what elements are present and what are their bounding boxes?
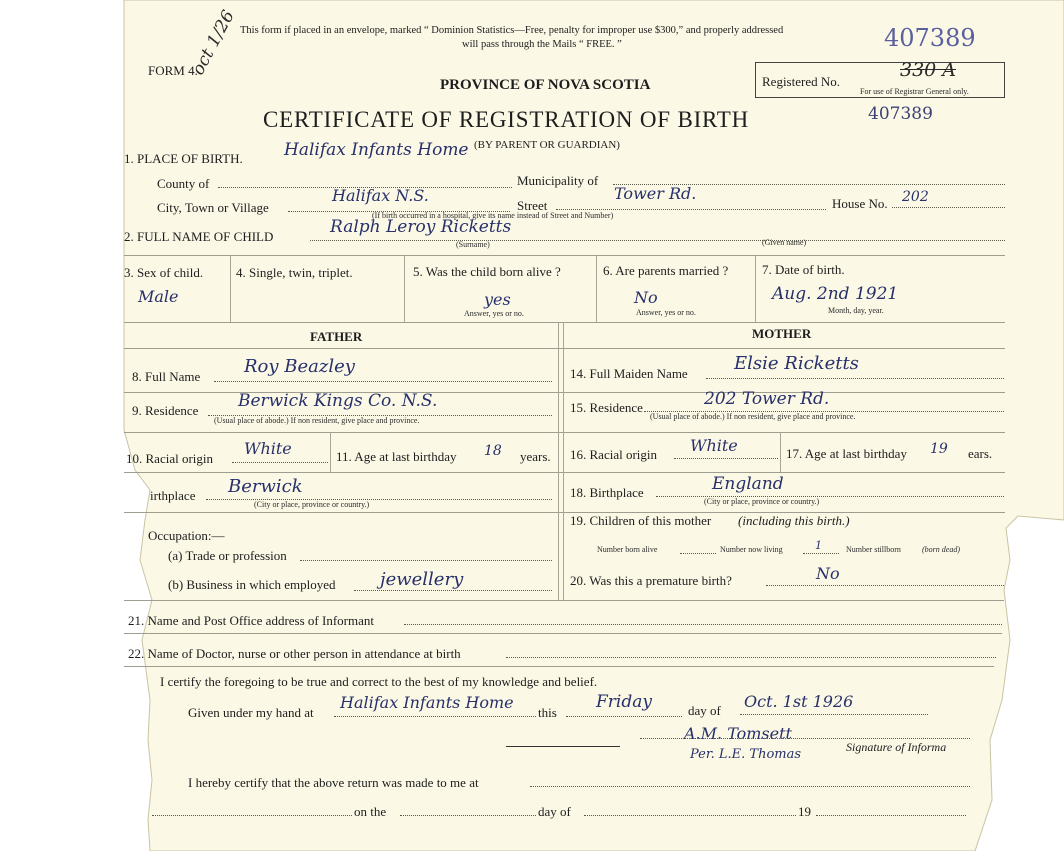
given-place-value: Halifax Infants Home — [340, 693, 514, 712]
father-racial-value: White — [244, 439, 292, 458]
father-name-label: 8. Full Name — [132, 369, 201, 384]
occupation-label: Occupation:— — [148, 528, 225, 543]
given-place-line — [334, 716, 536, 717]
row-divider — [124, 633, 1002, 634]
row-divider — [124, 600, 1004, 601]
signature-value: A.M. Tomsett — [684, 724, 792, 743]
date-of-birth-note: Month, day, year. — [828, 306, 884, 315]
county-label: County of — [157, 176, 210, 191]
municipality-label: Municipality of — [517, 173, 599, 188]
father-birthplace-value: Berwick — [228, 476, 303, 497]
given-under-label: Given under my hand at — [188, 705, 314, 720]
signature-label: Signature of Informa — [846, 740, 947, 754]
surname-note: (Surname) — [456, 240, 490, 249]
sex-label: 3. Sex of child. — [124, 265, 204, 280]
children-label: 19. Children of this mother — [570, 513, 712, 528]
column-divider — [780, 432, 781, 472]
date-of-birth-value: Aug. 2nd 1921 — [772, 284, 899, 304]
certify-statement: I certify the foregoing to be true and correct to the best of my knowledge and belief. — [160, 674, 598, 689]
signature-sub-value: Per. L.E. Thomas — [690, 747, 802, 762]
registrar-day-line — [584, 815, 796, 816]
column-divider — [330, 432, 331, 472]
born-alive-count-label: Number born alive — [597, 545, 658, 554]
mother-name-value: Elsie Ricketts — [734, 353, 859, 374]
mother-birthplace-label: 18. Birthplace — [570, 485, 644, 500]
row-divider — [124, 348, 1005, 349]
child-name-line — [310, 240, 1005, 241]
day-of-label: day of — [688, 703, 721, 718]
mother-racial-value: White — [690, 436, 738, 455]
father-residence-value: Berwick Kings Co. N.S. — [238, 391, 438, 411]
street-line — [556, 209, 826, 210]
father-birthplace-note: (City or place, province or country.) — [254, 500, 370, 509]
premature-label: 20. Was this a premature birth? — [570, 573, 732, 588]
title-number: 407389 — [868, 104, 933, 124]
year-prefix: 19 — [798, 804, 811, 819]
this-label: this — [538, 705, 557, 720]
date-value: Oct. 1st 1926 — [744, 692, 854, 711]
stillborn-note: (born dead) — [922, 545, 960, 554]
doctor-line — [506, 657, 996, 658]
place-of-birth-value: Halifax Infants Home — [284, 140, 469, 160]
row-divider — [124, 255, 1005, 256]
born-alive-value: yes — [484, 290, 511, 309]
business-line — [354, 590, 552, 591]
premature-line — [766, 585, 1004, 586]
parents-married-value: No — [634, 288, 658, 307]
mail-notice-line2: will pass through the Mails “ FREE. ” — [462, 39, 622, 50]
mail-notice-line1: This form if placed in an envelope, marked “ Dominion Statistics—Free, penalty for improper use $300,” and properly addressed — [240, 25, 784, 36]
father-racial-label: 10. Racial origin — [126, 451, 214, 466]
father-name-value: Roy Beazley — [244, 356, 355, 377]
born-alive-label: 5. Was the child born alive ? — [413, 264, 561, 279]
now-living-line — [803, 553, 839, 554]
column-divider — [755, 255, 756, 322]
house-line — [892, 207, 1005, 208]
mother-heading: MOTHER — [752, 326, 812, 341]
mother-racial-label: 16. Racial origin — [570, 447, 658, 462]
column-divider — [563, 322, 564, 600]
column-divider — [404, 255, 405, 322]
registrar-line — [530, 786, 970, 787]
father-age-label: 11. Age at last birthday — [336, 449, 457, 464]
mother-age-suffix: ears. — [968, 446, 993, 461]
on-the-leading-line — [152, 815, 352, 816]
mother-racial-line — [674, 458, 778, 459]
now-living-value: 1 — [815, 539, 822, 552]
column-divider — [596, 255, 597, 322]
registered-number-label: Registered No. — [762, 74, 840, 89]
father-birthplace-label: irthplace — [150, 488, 196, 503]
trade-label: (a) Trade or profession — [168, 548, 287, 563]
signature-rule — [506, 746, 620, 747]
mother-age-label: 17. Age at last birthday — [786, 446, 907, 461]
children-italic-note: (including this birth.) — [738, 513, 850, 528]
row-divider — [124, 322, 1005, 323]
row-divider — [124, 472, 1005, 473]
stillborn-label: Number stillborn — [846, 545, 901, 554]
mother-name-label: 14. Full Maiden Name — [570, 366, 688, 381]
business-value: jewellery — [380, 569, 464, 590]
parents-married-note: Answer, yes or no. — [636, 308, 696, 317]
hospital-note: (If birth occurred in a hospital, give its name instead of Street and Number) — [372, 211, 614, 220]
day-value: Friday — [596, 692, 652, 712]
year-line — [816, 815, 966, 816]
single-twin-label: 4. Single, twin, triplet. — [236, 265, 353, 280]
business-label: (b) Business in which employed — [168, 577, 336, 592]
on-the-line — [400, 815, 536, 816]
registered-number-value: 330 A — [900, 59, 957, 81]
row-divider — [124, 432, 1005, 433]
premature-value: No — [816, 564, 840, 583]
province-heading: PROVINCE OF NOVA SCOTIA — [440, 77, 651, 93]
now-living-label: Number now living — [720, 545, 783, 554]
mother-name-line — [706, 378, 1004, 379]
house-label: House No. — [832, 196, 888, 211]
mother-residence-note: (Usual place of abode.) If non resident, give place and province. — [650, 412, 856, 421]
mother-residence-value: 202 Tower Rd. — [704, 389, 830, 409]
father-age-suffix: years. — [520, 449, 551, 464]
born-alive-note: Answer, yes or no. — [464, 309, 524, 318]
father-residence-label: 9. Residence — [132, 403, 199, 418]
column-divider — [558, 322, 559, 600]
page-title: CERTIFICATE OF REGISTRATION OF BIRTH — [263, 107, 750, 132]
mother-residence-label: 15. Residence — [570, 400, 643, 415]
mother-birthplace-value: England — [712, 474, 784, 494]
city-label: City, Town or Village — [157, 200, 269, 215]
place-of-birth-label: 1. PLACE OF BIRTH. — [124, 151, 243, 166]
column-divider — [230, 255, 231, 322]
street-value: Tower Rd. — [614, 184, 697, 203]
signature-line — [640, 738, 970, 739]
day-line — [566, 716, 682, 717]
row-divider — [124, 512, 1005, 513]
street-label: Street — [517, 198, 548, 213]
city-value: Halifax N.S. — [332, 186, 429, 205]
sex-value: Male — [138, 287, 179, 306]
child-name-label: 2. FULL NAME OF CHILD — [124, 229, 274, 244]
registrar-day-of-label: day of — [538, 804, 571, 819]
father-residence-note: (Usual place of abode.) If non resident, give place and province. — [214, 416, 420, 425]
form-number: FORM 4. — [148, 63, 198, 78]
father-age-value: 18 — [484, 443, 502, 459]
parents-married-label: 6. Are parents married ? — [603, 263, 729, 278]
mother-age-value: 19 — [930, 441, 948, 457]
born-alive-count-line — [680, 553, 716, 554]
given-name-note: (Given name) — [762, 238, 807, 247]
father-heading: FATHER — [310, 329, 363, 344]
by-parent-note: (BY PARENT OR GUARDIAN) — [474, 139, 620, 151]
house-value: 202 — [902, 189, 929, 205]
trade-line — [300, 560, 552, 561]
father-racial-line — [232, 462, 328, 463]
informant-line — [404, 624, 1002, 625]
doctor-label: 22. Name of Doctor, nurse or other person in attendance at birth — [128, 646, 461, 661]
registrar-note: For use of Registrar General only. — [860, 87, 969, 96]
informant-label: 21. Name and Post Office address of Informant — [128, 613, 374, 628]
row-divider — [124, 666, 994, 667]
father-name-line — [214, 381, 552, 382]
on-the-label: on the — [354, 804, 387, 819]
date-line — [740, 714, 928, 715]
margin-note: oct 1/26 — [188, 7, 239, 79]
child-name-value: Ralph Leroy Ricketts — [330, 217, 512, 237]
stamp-number: 407389 — [884, 24, 976, 52]
mother-birthplace-note: (City or place, province or country.) — [704, 497, 820, 506]
date-of-birth-label: 7. Date of birth. — [762, 262, 845, 277]
registrar-statement: I hereby certify that the above return was made to me at — [188, 775, 479, 790]
